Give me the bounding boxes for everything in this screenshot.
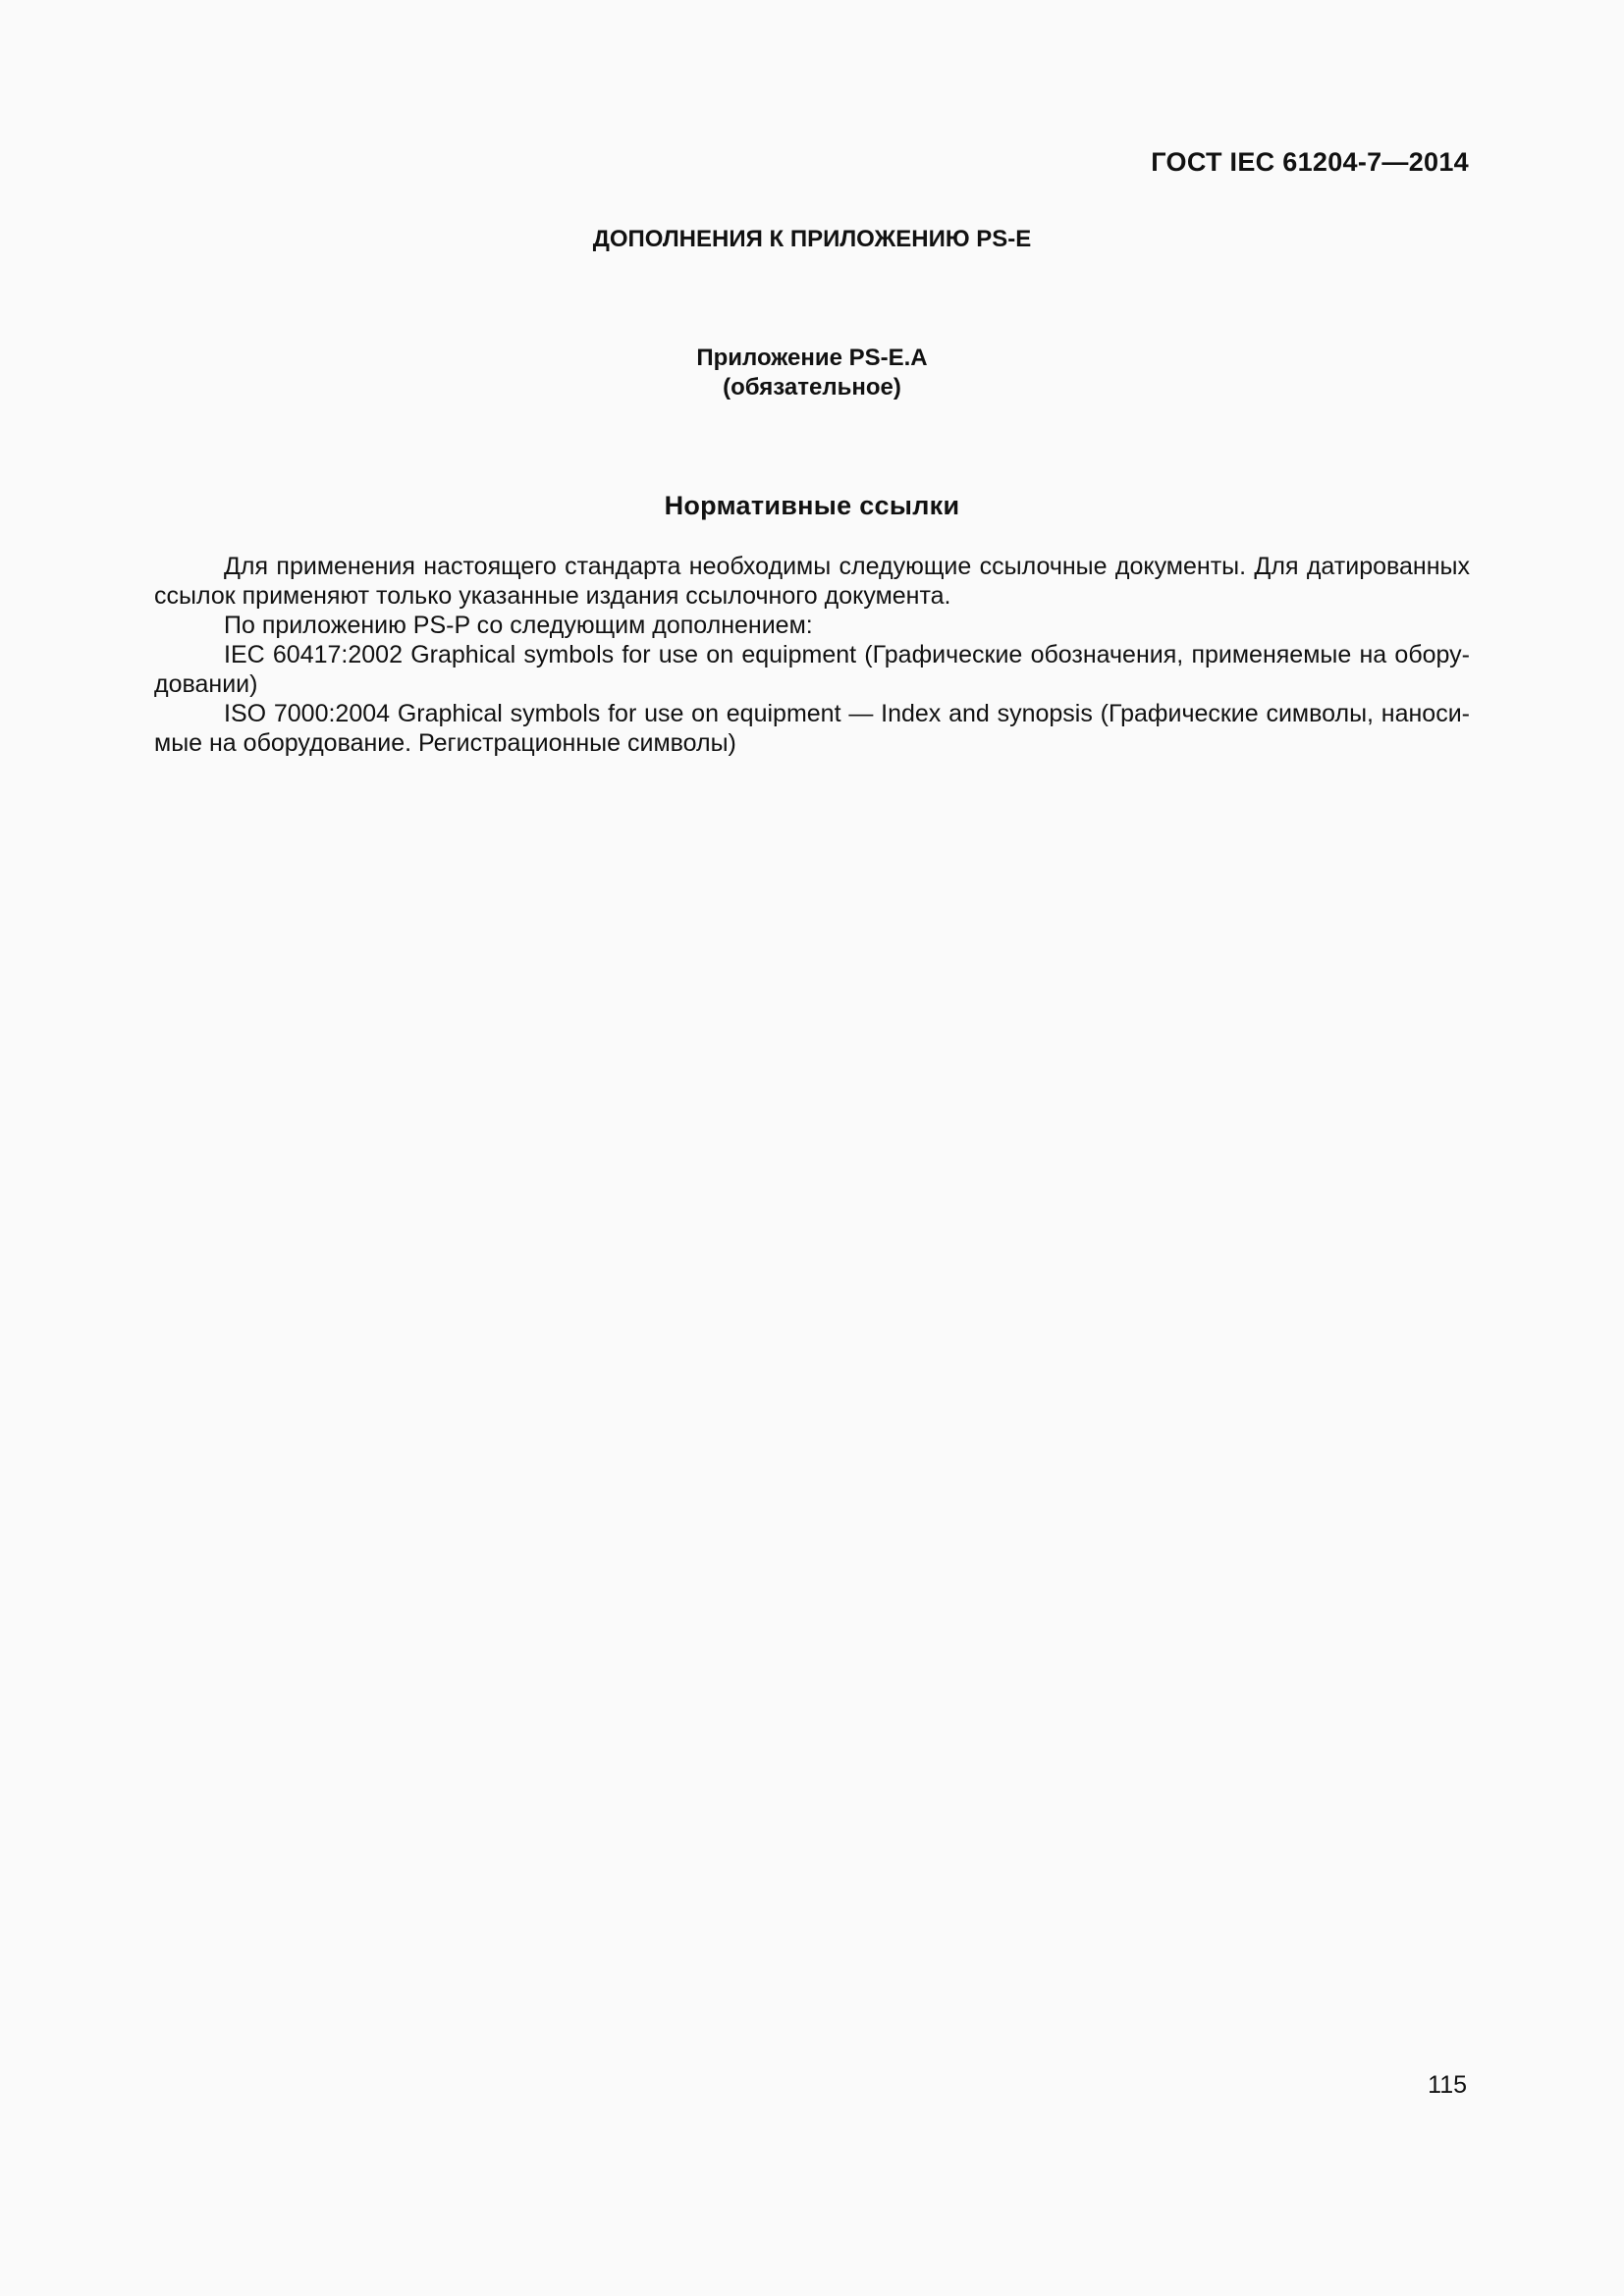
- paragraph: По приложению PS-P со следующим дополнением:: [224, 612, 813, 639]
- page-number: 115: [1428, 2071, 1467, 2099]
- paragraph: IEC 60417:2002 Graphical symbols for use on equipment (Графические обозначения, применяемые на оборудовании): [154, 641, 1470, 698]
- section-heading: Нормативные ссылки: [664, 491, 960, 520]
- annex-title: Приложение PS-E.A: [696, 345, 928, 371]
- body-text: [154, 552, 1470, 758]
- paragraph: ISO 7000:2004 Graphical symbols for use on equipment — Index and synopsis (Графические символы, наносимые на оборудование. Регистрационные символы): [154, 700, 1470, 757]
- document-code: ГОСТ IEC 61204-7—2014: [1151, 147, 1469, 177]
- supplement-title: ДОПОЛНЕНИЯ К ПРИЛОЖЕНИЮ PS-E: [592, 226, 1032, 252]
- annex-status: (обязательное): [723, 374, 901, 400]
- paragraph: Для применения настоящего стандарта необходимы следующие ссылочные документы. Для датированных ссылок применяют только указанные издания ссылочного документа.: [154, 553, 1470, 610]
- annex-title-block: [0, 344, 1624, 402]
